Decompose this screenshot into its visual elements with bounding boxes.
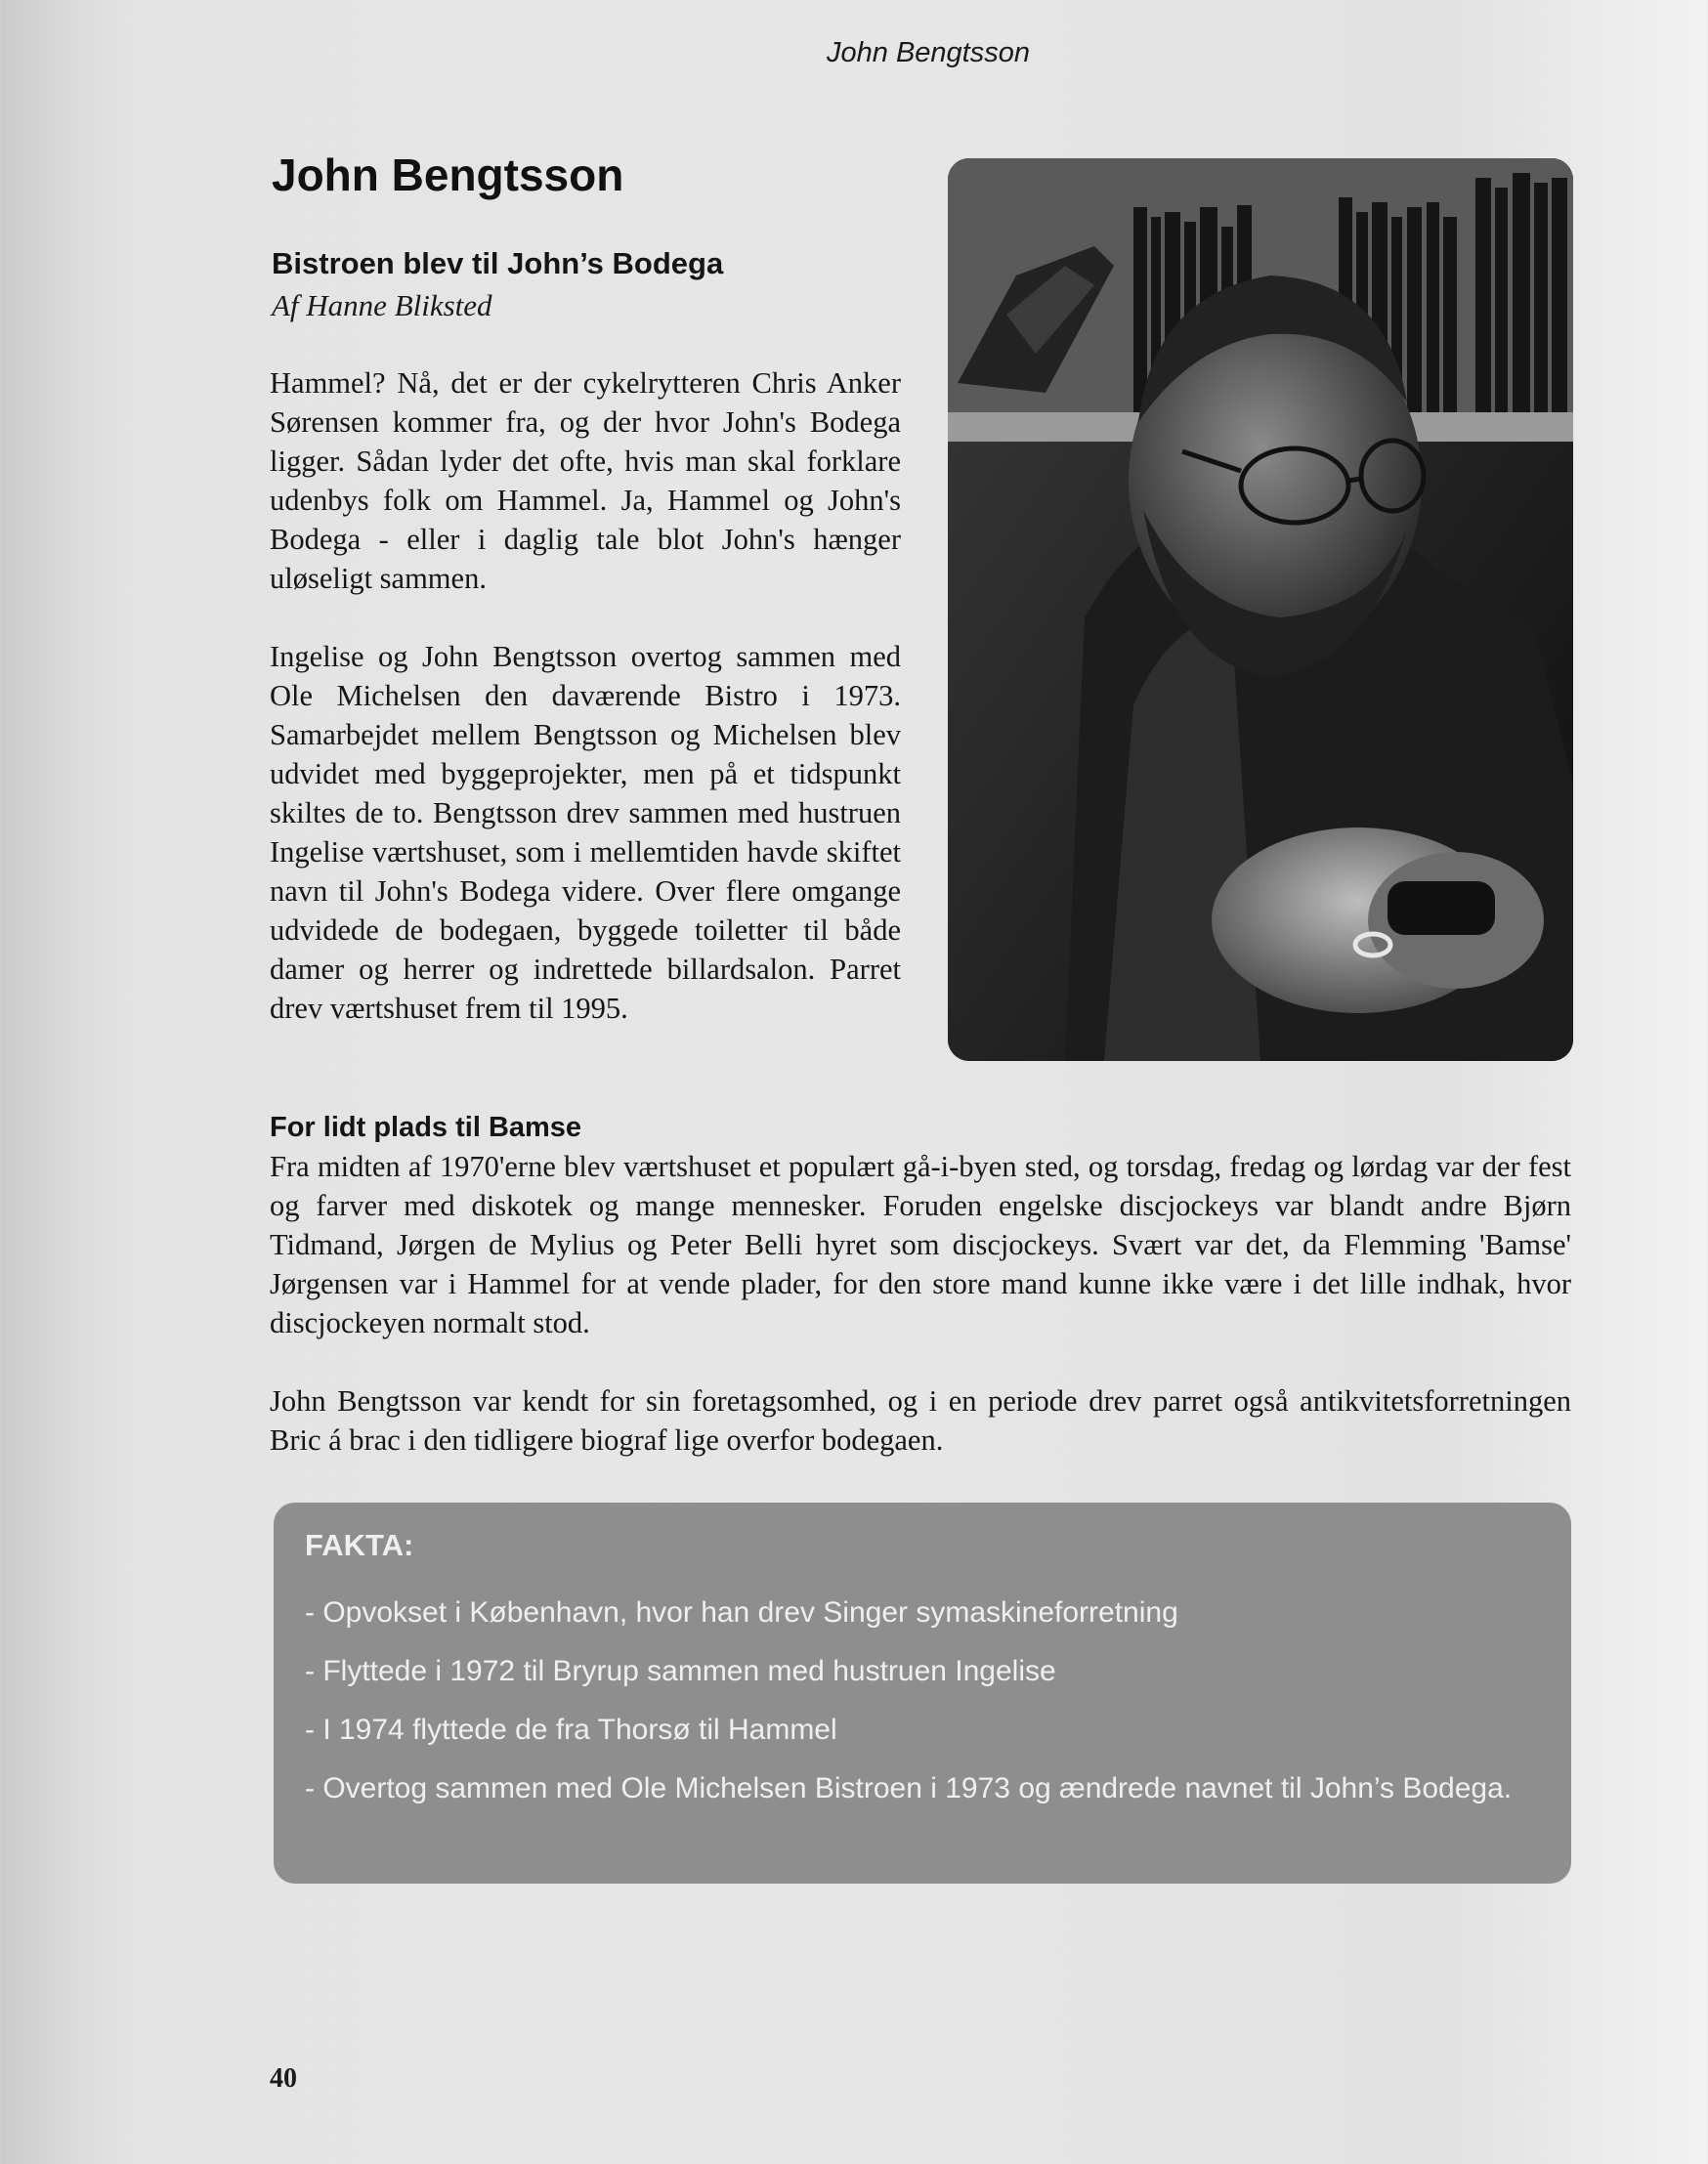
byline: Af Hanne Bliksted <box>272 288 492 322</box>
running-head: John Bengtsson <box>827 37 1030 68</box>
fakta-item: - Flyttede i 1972 til Bryrup sammen med hustruen Ingelise <box>305 1655 1056 1687</box>
discotheque-paragraph: Fra midten af 1970'erne blev værtshuset et populært gå-i-byen sted, og torsdag, fredag og lørdag var der fest og farver med diskotek og mange mennesker. Foruden engelske discjockeys var blandt andre Bjørn Tidmand, Jørgen de Mylius og Peter Belli hyret som discjockeys. Svært var det, da Flemming 'Bamse' Jørgensen var i Hammel for at vende plader, for den store mand kunne ikke være i det lille indhak, hvor discjockeyen normalt stod. <box>270 1150 1571 1339</box>
fakta-list <box>305 1591 1540 1810</box>
fakta-title: FAKTA: <box>305 1528 414 1562</box>
fakta-item: - Overtog sammen med Ole Michelsen Bistroen i 1973 og ændrede navnet til John’s Bodega. <box>305 1772 1513 1804</box>
article-title: John Bengtsson <box>272 149 624 200</box>
fakta-item: - Opvokset i København, hvor han drev Singer symaskineforretning <box>305 1596 1178 1629</box>
page-number: 40 <box>270 2063 297 2094</box>
history-paragraph: Ingelise og John Bengtsson overtog sammen med Ole Michelsen den daværende Bistro i 1973. Samarbejdet mellem Bengtsson og Michelsen blev udvidet med byggeprojekter, men på et tidspunkt skiltes de to. Bengtsson drev sammen med hustruen Ingelise værtshuset, som i mellemtiden havde skiftet navn til John's Bodega videre. Over flere omgange udvidede de bodegaen, byggede toiletter til både damer og herrer og indrettede billardsalon. Parret drev værtshuset frem til 1995. <box>270 640 901 1025</box>
fakta-box <box>274 1503 1571 1884</box>
portrait-photo-illustration <box>948 158 1573 1061</box>
fakta-item: - I 1974 flyttede de fra Thorsø til Hammel <box>305 1714 837 1746</box>
article-subtitle: Bistroen blev til John’s Bodega <box>272 246 724 280</box>
portrait-photo <box>948 158 1573 1061</box>
antiques-paragraph: John Bengtsson var kendt for sin foretagsomhed, og i en periode drev parret også antikvitetsforretningen Bric á brac i den tidligere biograf lige overfor bodegaen. <box>270 1384 1571 1457</box>
section-heading: For lidt plads til Bamse <box>270 1112 582 1143</box>
intro-paragraph: Hammel? Nå, det er der cykelrytteren Chris Anker Sørensen kommer fra, og der hvor John's Bodega ligger. Sådan lyder det ofte, hvis man skal forklare udenbys folk om Hammel. Ja, Hammel og John's Bodega - eller i daglig tale blot John's hænger uløseligt sammen. <box>270 366 901 595</box>
